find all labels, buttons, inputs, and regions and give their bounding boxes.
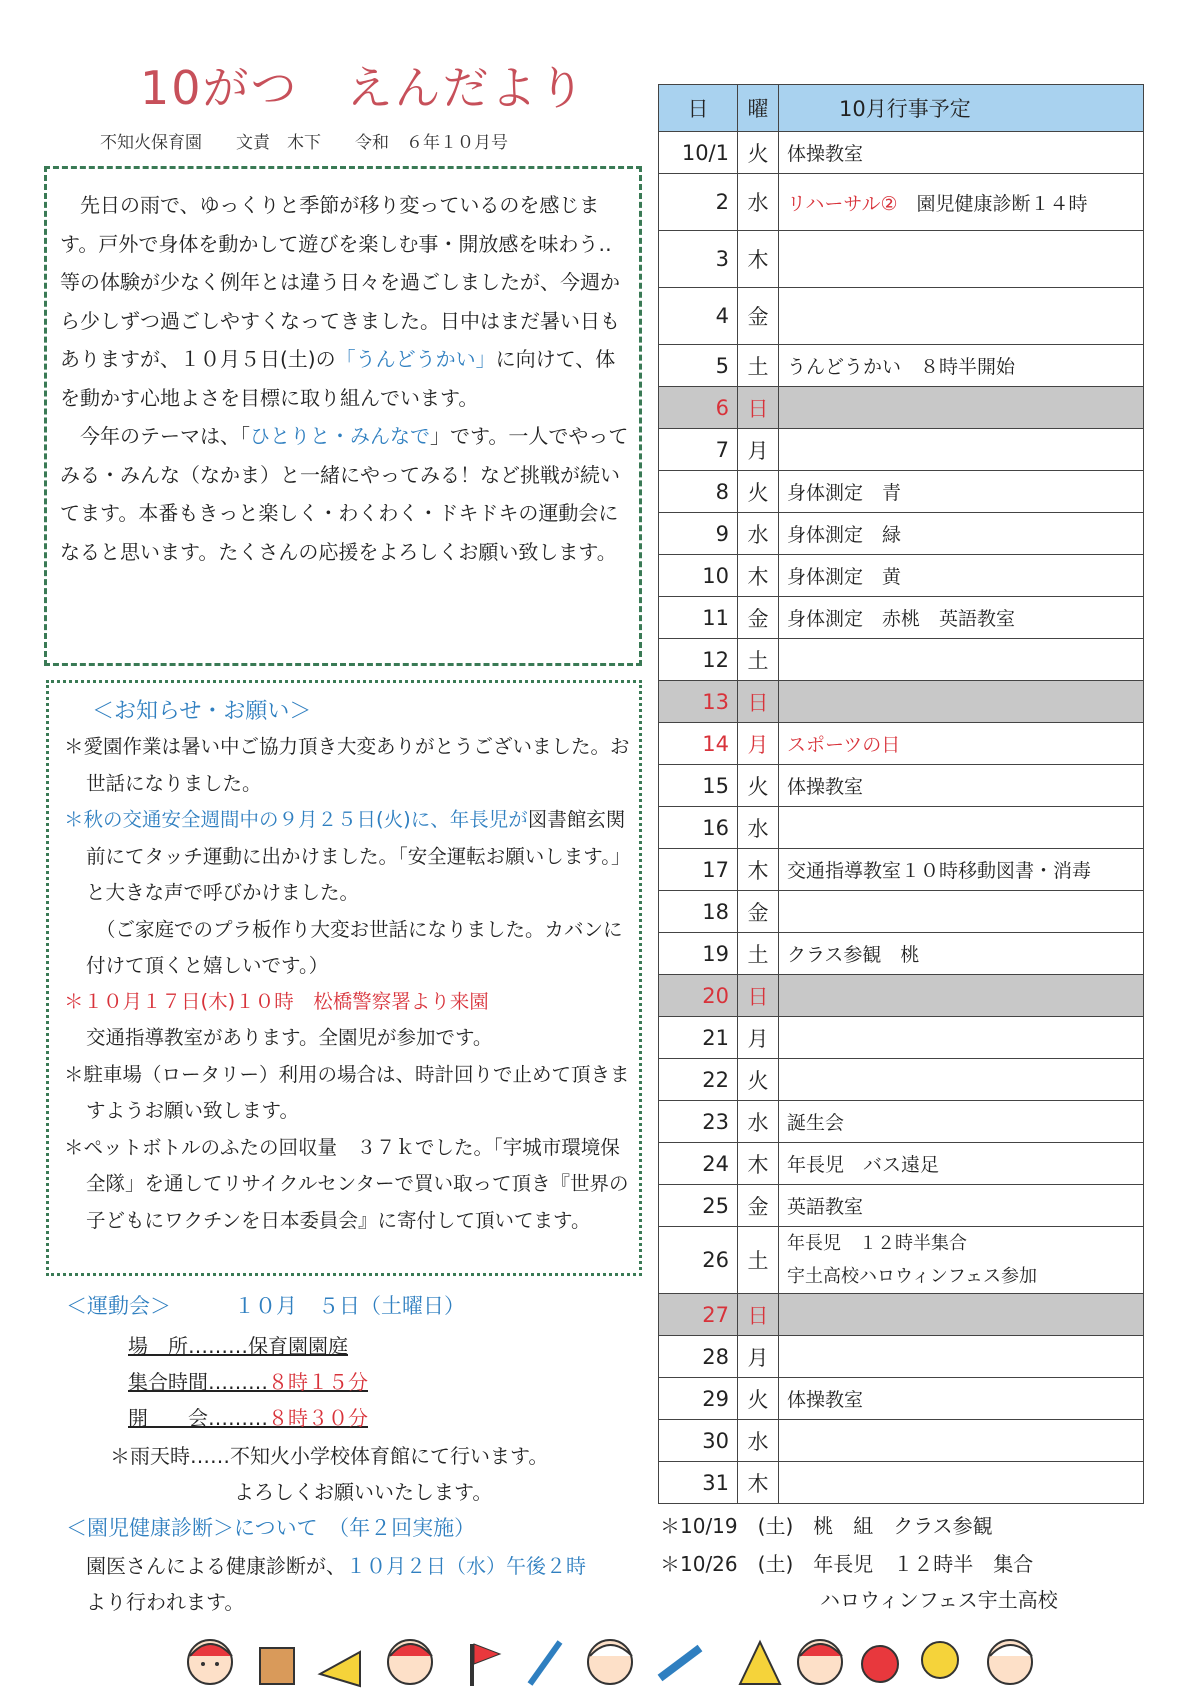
greeting-paragraph-2	[60, 417, 630, 571]
schedule-row	[659, 231, 1144, 288]
schedule-day: 10	[659, 555, 738, 597]
schedule-day: 18	[659, 891, 738, 933]
schedule-event-text: 交通指導教室１０時移動図書・消毒	[787, 860, 1092, 882]
schedule-row	[659, 1378, 1144, 1420]
schedule-day: 15	[659, 765, 738, 807]
schedule-day: 2	[659, 174, 738, 231]
child-face-icon	[188, 1640, 232, 1684]
schedule-row	[659, 1336, 1144, 1378]
schedule-footnote: ＊10/19 (土) 桃 組 クラス参観	[660, 1514, 993, 1538]
schedule-day: 13	[659, 681, 738, 723]
schedule-event-text: 年長児 １２時半集合	[787, 1233, 967, 1254]
schedule-day: 12	[659, 639, 738, 681]
notice-item: ＊愛園作業は暑い中ご協力頂き大変ありがとうございました。お世話になりました。	[64, 735, 630, 795]
notice-text: 図書館玄関前にてタッチ運動に出かけました。「安全運転お願いします。」と大きな声で呼びかけました。	[86, 808, 631, 904]
schedule-row	[659, 471, 1144, 513]
greeting-p1-highlight: 「うんどうかい」	[335, 347, 496, 371]
schedule-event	[779, 132, 1144, 174]
schedule-event	[779, 1420, 1144, 1462]
health-line-2: より行われます。	[86, 1590, 245, 1614]
notice-highlight: ＊秋の交通安全週間中の９月２５日(火)に、年長児が	[64, 808, 528, 831]
schedule-weekday: 木	[738, 231, 779, 288]
byline: 不知火保育園 文責 木下 令和 ６年１０月号	[100, 133, 508, 153]
schedule-row	[659, 429, 1144, 471]
schedule-row	[659, 975, 1144, 1017]
header-events: 10月行事予定	[779, 85, 1144, 132]
schedule-row	[659, 1017, 1144, 1059]
schedule-event	[779, 1462, 1144, 1504]
schedule-day: 25	[659, 1185, 738, 1227]
schedule-weekday: 火	[738, 765, 779, 807]
schedule-event	[779, 1336, 1144, 1378]
schedule-weekday: 金	[738, 891, 779, 933]
schedule-event	[779, 288, 1144, 345]
schedule-event-text: クラス参観 桃	[787, 944, 920, 966]
schedule-weekday: 日	[738, 1294, 779, 1336]
notice-sub: （ご家庭でのプラ板作り大変お世話になりました。カバンに付けて頂くと嬉しいです。）	[86, 917, 623, 977]
schedule-weekday: 水	[738, 807, 779, 849]
schedule-event	[779, 891, 1144, 933]
schedule-day: 14	[659, 723, 738, 765]
opening-time: ８時３０分	[268, 1406, 368, 1430]
schedule-event-text: 身体測定 青	[787, 482, 902, 504]
schedule-event-text: 身体測定 黄	[787, 566, 902, 588]
schedule-event	[779, 387, 1144, 429]
schedule-weekday: 土	[738, 639, 779, 681]
greeting-text	[60, 186, 630, 571]
schedule-event	[779, 429, 1144, 471]
schedule-day: 28	[659, 1336, 738, 1378]
schedule-row	[659, 345, 1144, 387]
bat-icon	[660, 1648, 700, 1678]
schedule-weekday: 金	[738, 1185, 779, 1227]
schedule-event	[779, 1017, 1144, 1059]
schedule-event	[779, 471, 1144, 513]
greeting-p1-text-b: に向けて、体を動かす心地よさを目標に取り組んでいます。	[60, 347, 616, 410]
schedule-weekday: 木	[738, 1143, 779, 1185]
schedule-row	[659, 1101, 1144, 1143]
newsletter-title: 10がつ えんだより	[140, 61, 587, 115]
schedule-day: 7	[659, 429, 738, 471]
schedule-row	[659, 723, 1144, 765]
notice-title: ＜お知らせ・お願い＞	[92, 699, 312, 724]
schedule-weekday: 月	[738, 1336, 779, 1378]
greeting-p2-text-a: 今年のテーマは、「	[80, 424, 250, 448]
schedule-weekday: 木	[738, 849, 779, 891]
schedule-event	[779, 555, 1144, 597]
schedule-row	[659, 1185, 1144, 1227]
greeting-paragraph-1	[60, 186, 630, 417]
schedule-day: 22	[659, 1059, 738, 1101]
schedule-weekday: 土	[738, 933, 779, 975]
schedule-weekday: 金	[738, 288, 779, 345]
schedule-row	[659, 174, 1144, 231]
schedule-header-row	[659, 85, 1144, 132]
greeting-p1-text-a: 先日の雨で、ゆっくりと季節が移り変っているのを感じます。戸外で身体を動かして遊びを楽しむ事・開放感を味わう‥等の体験が少なく例年とは違う日々を過ごしましたが、今週から少しずつ過ごしやすくなってきました。日中はまだ暑い日もありますが、１０月５日(土)の	[60, 193, 620, 371]
schedule-event	[779, 1378, 1144, 1420]
schedule-row	[659, 933, 1144, 975]
schedule-row	[659, 1294, 1144, 1336]
schedule-row	[659, 288, 1144, 345]
notice-item: ＊駐車場（ロータリー）利用の場合は、時計回りで止めて頂きますようお願い致します。	[64, 1062, 630, 1122]
schedule-weekday: 火	[738, 1378, 779, 1420]
megaphone-icon	[320, 1652, 360, 1686]
schedule-event-text: スポーツの日	[787, 734, 901, 756]
health-datetime: １０月２日（水）午後２時	[346, 1554, 586, 1578]
schedule-event-text: 身体測定 緑	[787, 524, 902, 546]
decorative-illustrations	[180, 1628, 1080, 1690]
schedule-weekday: 火	[738, 471, 779, 513]
notice-item	[64, 802, 634, 912]
schedule-day: 6	[659, 387, 738, 429]
health-line-1	[86, 1550, 586, 1579]
schedule-day: 16	[659, 807, 738, 849]
schedule-day: 11	[659, 597, 738, 639]
schedule-weekday: 金	[738, 597, 779, 639]
pompom-icon	[922, 1642, 958, 1678]
schedule-weekday: 火	[738, 1059, 779, 1101]
schedule-weekday: 月	[738, 429, 779, 471]
schedule-event	[779, 723, 1144, 765]
notice-item	[64, 984, 634, 1021]
schedule-row	[659, 765, 1144, 807]
heart-flag-icon	[740, 1642, 780, 1684]
schedule-row	[659, 555, 1144, 597]
schedule-weekday: 水	[738, 1101, 779, 1143]
sports-day-heading: ＜運動会＞ １０月 ５日（土曜日）	[66, 1294, 465, 1318]
schedule-event-text: 身体測定 赤桃 英語教室	[787, 608, 1016, 630]
schedule-event-text: 宇土高校ハロウィンフェス参加	[787, 1266, 1038, 1287]
schedule-event-text: 英語教室	[787, 1196, 864, 1218]
schedule-weekday: 日	[738, 387, 779, 429]
schedule-event-text: 園児健康診断１４時	[897, 192, 1088, 215]
notice-list	[64, 729, 634, 1239]
baton-icon	[530, 1642, 560, 1684]
schedule-row	[659, 891, 1144, 933]
schedule-row	[659, 1462, 1144, 1504]
schedule-row	[659, 513, 1144, 555]
notice-item: ＊ペットボトルのふたの回収量 ３７ｋでした。「宇城市環境保全隊」を通してリサイクルセンターで買い取って頂き『世界の子どもにワクチンを日本委員会』に寄付して頂いてます。	[64, 1135, 629, 1232]
flag-icon	[470, 1644, 500, 1686]
schedule-weekday: 日	[738, 975, 779, 1017]
header-weekday: 曜	[738, 85, 779, 132]
sports-gather	[128, 1366, 368, 1395]
schedule-footnote: ＊10/26 (土) 年長児 １２時半 集合	[660, 1552, 1034, 1576]
greeting-p2-highlight: ひとりと・みんなで	[250, 424, 430, 448]
schedule-event	[779, 975, 1144, 1017]
schedule-weekday: 月	[738, 1017, 779, 1059]
child-face-icon	[798, 1640, 842, 1684]
schedule-table	[658, 84, 1144, 1504]
schedule-event-text: 体操教室	[787, 1389, 864, 1411]
schedule-event-highlight: リハーサル②	[787, 192, 898, 215]
greeting-p2-text-b: 」です。一人でやってみる・みんな（なかま）と一緒にやってみる！など挑戦が続いてます。本番もきっと楽しく・わくわく・ドキドキの運動会になると思います。たくさんの応援をよろしくお願い致します。	[60, 424, 629, 564]
schedule-event	[779, 1185, 1144, 1227]
schedule-row	[659, 132, 1144, 174]
sports-opening	[128, 1402, 368, 1431]
schedule-row	[659, 1143, 1144, 1185]
schedule-day: 3	[659, 231, 738, 288]
schedule-day: 4	[659, 288, 738, 345]
schedule-weekday: 土	[738, 1227, 779, 1294]
schedule-event	[779, 1294, 1144, 1336]
schedule-day: 20	[659, 975, 738, 1017]
schedule-day: 29	[659, 1378, 738, 1420]
opening-label: 開 会………	[128, 1406, 268, 1430]
schedule-day: 26	[659, 1227, 738, 1294]
schedule-day: 5	[659, 345, 738, 387]
schedule-weekday: 水	[738, 513, 779, 555]
schedule-day: 17	[659, 849, 738, 891]
child-face-icon	[388, 1640, 432, 1684]
schedule-weekday: 土	[738, 345, 779, 387]
schedule-event-text: 誕生会	[787, 1112, 845, 1134]
schedule-event	[779, 639, 1144, 681]
schedule-day: 8	[659, 471, 738, 513]
schedule-event	[779, 849, 1144, 891]
schedule-day: 27	[659, 1294, 738, 1336]
schedule-row	[659, 597, 1144, 639]
schedule-event	[779, 345, 1144, 387]
schedule-row	[659, 1059, 1144, 1101]
schedule-day: 10/1	[659, 132, 738, 174]
schedule-event	[779, 1059, 1144, 1101]
schedule-day: 19	[659, 933, 738, 975]
schedule-weekday: 火	[738, 132, 779, 174]
schedule-row	[659, 1420, 1144, 1462]
schedule-event-text: 年長児 バス遠足	[787, 1154, 940, 1176]
schedule-event	[779, 231, 1144, 288]
schedule-weekday: 木	[738, 1462, 779, 1504]
schedule-row	[659, 387, 1144, 429]
schedule-event-text: 体操教室	[787, 143, 864, 165]
schedule-day: 31	[659, 1462, 738, 1504]
child-face-icon	[588, 1640, 632, 1684]
schedule-day: 9	[659, 513, 738, 555]
schedule-event	[779, 1101, 1144, 1143]
schedule-weekday: 水	[738, 174, 779, 231]
schedule-weekday: 水	[738, 1420, 779, 1462]
schedule-row	[659, 807, 1144, 849]
schedule-day: 24	[659, 1143, 738, 1185]
schedule-event-text: 体操教室	[787, 776, 864, 798]
schedule-event	[779, 513, 1144, 555]
notice-highlight: ＊１０月１７日(木)１０時 松橋警察署より来園	[64, 989, 489, 1013]
schedule-event	[779, 1227, 1144, 1294]
schedule-event	[779, 681, 1144, 723]
schedule-row	[659, 1227, 1144, 1294]
schedule-event	[779, 1143, 1144, 1185]
gather-time: ８時１５分	[268, 1370, 368, 1394]
box-icon	[260, 1648, 294, 1684]
schedule-row	[659, 639, 1144, 681]
schedule-weekday: 日	[738, 681, 779, 723]
header-day: 日	[659, 85, 738, 132]
regards-note: よろしくお願いいたします。	[234, 1480, 493, 1504]
ball-icon	[862, 1646, 898, 1682]
rain-note: ＊雨天時……不知火小学校体育館にて行います。	[110, 1444, 549, 1468]
schedule-weekday: 月	[738, 723, 779, 765]
schedule-event	[779, 597, 1144, 639]
schedule-row	[659, 849, 1144, 891]
schedule-event	[779, 933, 1144, 975]
gather-label: 集合時間………	[128, 1370, 268, 1394]
schedule-footnote: ハロウィンフェス宇土高校	[660, 1588, 1058, 1612]
health-check-heading: ＜園児健康診断＞について （年２回実施）	[66, 1516, 476, 1540]
schedule-row	[659, 681, 1144, 723]
schedule-event	[779, 807, 1144, 849]
schedule-event	[779, 765, 1144, 807]
sports-place: 場 所………保育園園庭	[128, 1334, 348, 1358]
schedule-weekday: 木	[738, 555, 779, 597]
schedule-event	[779, 174, 1144, 231]
health-text: 園医さんによる健康診断が、	[86, 1554, 346, 1578]
schedule-day: 30	[659, 1420, 738, 1462]
schedule-day: 23	[659, 1101, 738, 1143]
schedule-day: 21	[659, 1017, 738, 1059]
child-face-icon	[988, 1640, 1032, 1684]
schedule-event-text: うんどうかい ８時半開始	[787, 356, 1016, 378]
notice-text: 交通指導教室があります。全園児が参加です。	[86, 1026, 493, 1049]
